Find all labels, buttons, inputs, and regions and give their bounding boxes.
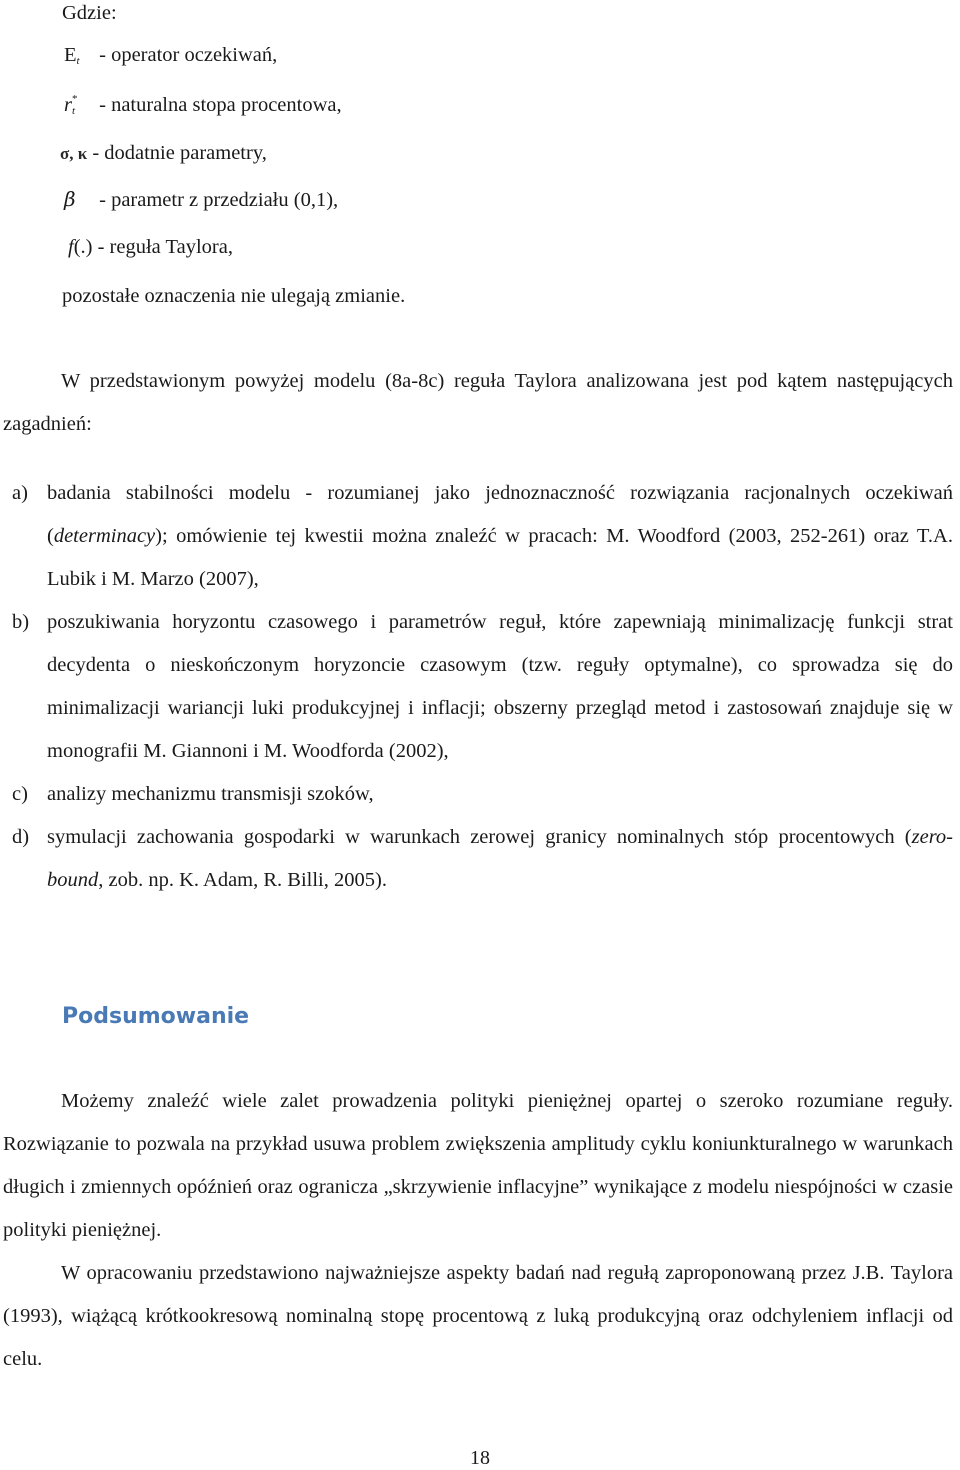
list-item-text: symulacji zachowania gospodarki w warunkach zerowej granicy nominalnych stóp procentowych (zero-bound, zob. np. K. Adam, R. Billi, 2005). bbox=[47, 826, 953, 891]
list-item bbox=[3, 816, 953, 902]
list-item bbox=[3, 472, 953, 601]
legend-item-beta bbox=[64, 186, 338, 213]
legend-desc: - parametr z przedziału (0,1), bbox=[99, 189, 339, 211]
list-item-text: poszukiwania horyzontu czasowego i parametrów reguł, które zapewniają minimalizację funkcji strat decydenta o nieskończonym horyzoncie czasowym (tzw. reguły optymalne), co sprowadza się do minimalizacji wariancji luki produkcyjnej i inflacji; obszerny przegląd metod i zastosowań znajduje się w monografii M. Giannoni i M. Woodforda (2002), bbox=[47, 611, 953, 762]
symbol-sigma-kappa: σ, κ bbox=[60, 144, 88, 163]
legend-title: Gdzie: bbox=[62, 2, 117, 24]
italic-term: zero-bound bbox=[47, 826, 953, 891]
symbol-r: r * t bbox=[64, 93, 78, 117]
list-marker: d) bbox=[12, 826, 30, 848]
legend-desc: - reguła Taylora, bbox=[97, 236, 233, 258]
legend-item-parameters bbox=[60, 140, 267, 167]
page-number: 18 bbox=[470, 1447, 490, 1469]
list-item bbox=[3, 773, 953, 816]
symbol-beta: β bbox=[64, 187, 76, 211]
intro-paragraph bbox=[3, 360, 953, 446]
list-marker: b) bbox=[12, 611, 30, 633]
summary-paragraph: W opracowaniu przedstawiono najważniejsze aspekty badań nad regułą zaproponowaną przez J.B. Taylora (1993), wiążącą krótkookresową nominalną stopę procentową z luką produkcyjną oraz odchyleniem inflacji od celu. bbox=[3, 1262, 953, 1370]
italic-term: determinacy bbox=[53, 525, 156, 547]
symbol-E: E t bbox=[64, 44, 80, 67]
list-item bbox=[3, 601, 953, 773]
symbol-f: f(.) bbox=[68, 236, 93, 258]
list-marker: a) bbox=[12, 482, 28, 504]
legend-item-taylor-rule bbox=[68, 234, 233, 260]
legend-desc: - dodatnie parametry, bbox=[92, 142, 267, 164]
intro-text: W przedstawionym powyżej modelu (8a-8c) reguła Taylora analizowana jest pod kątem następujących zagadnień: bbox=[3, 370, 953, 435]
legend-footer: pozostałe oznaczenia nie ulegają zmianie. bbox=[62, 285, 406, 307]
legend-desc: - operator oczekiwań, bbox=[99, 44, 278, 66]
section-heading: Podsumowanie bbox=[62, 1004, 250, 1029]
summary-section bbox=[3, 1080, 953, 1381]
legend-item-natural-rate bbox=[64, 92, 342, 118]
summary-paragraph: Możemy znaleźć wiele zalet prowadzenia polityki pieniężnej opartej o szeroko rozumiane reguły. Rozwiązanie to pozwala na przykład usuwa problem zwiększenia amplitudy cyklu koniunkturalnego w warunkach długich i zmiennych opóźnień oraz ogranicza „skrzywienie inflacyjne” wynikające z modelu niespójności w czasie polityki pieniężnej. bbox=[3, 1090, 953, 1241]
list-item-text: badania stabilności modelu - rozumianej jako jednoznaczność rozwiązania racjonalnych oczekiwań (determinacy); omówienie tej kwestii można znaleźć w pracach: M. Woodford (2003, 252-261) oraz T.A. Lubik i M. Marzo (2007), bbox=[47, 482, 953, 590]
legend-desc: - naturalna stopa procentowa, bbox=[99, 94, 342, 116]
list-item-text: analizy mechanizmu transmisji szoków, bbox=[47, 783, 374, 805]
legend-item-expectation-operator bbox=[64, 42, 277, 68]
list-marker: c) bbox=[12, 783, 28, 805]
topics-list bbox=[3, 472, 953, 902]
